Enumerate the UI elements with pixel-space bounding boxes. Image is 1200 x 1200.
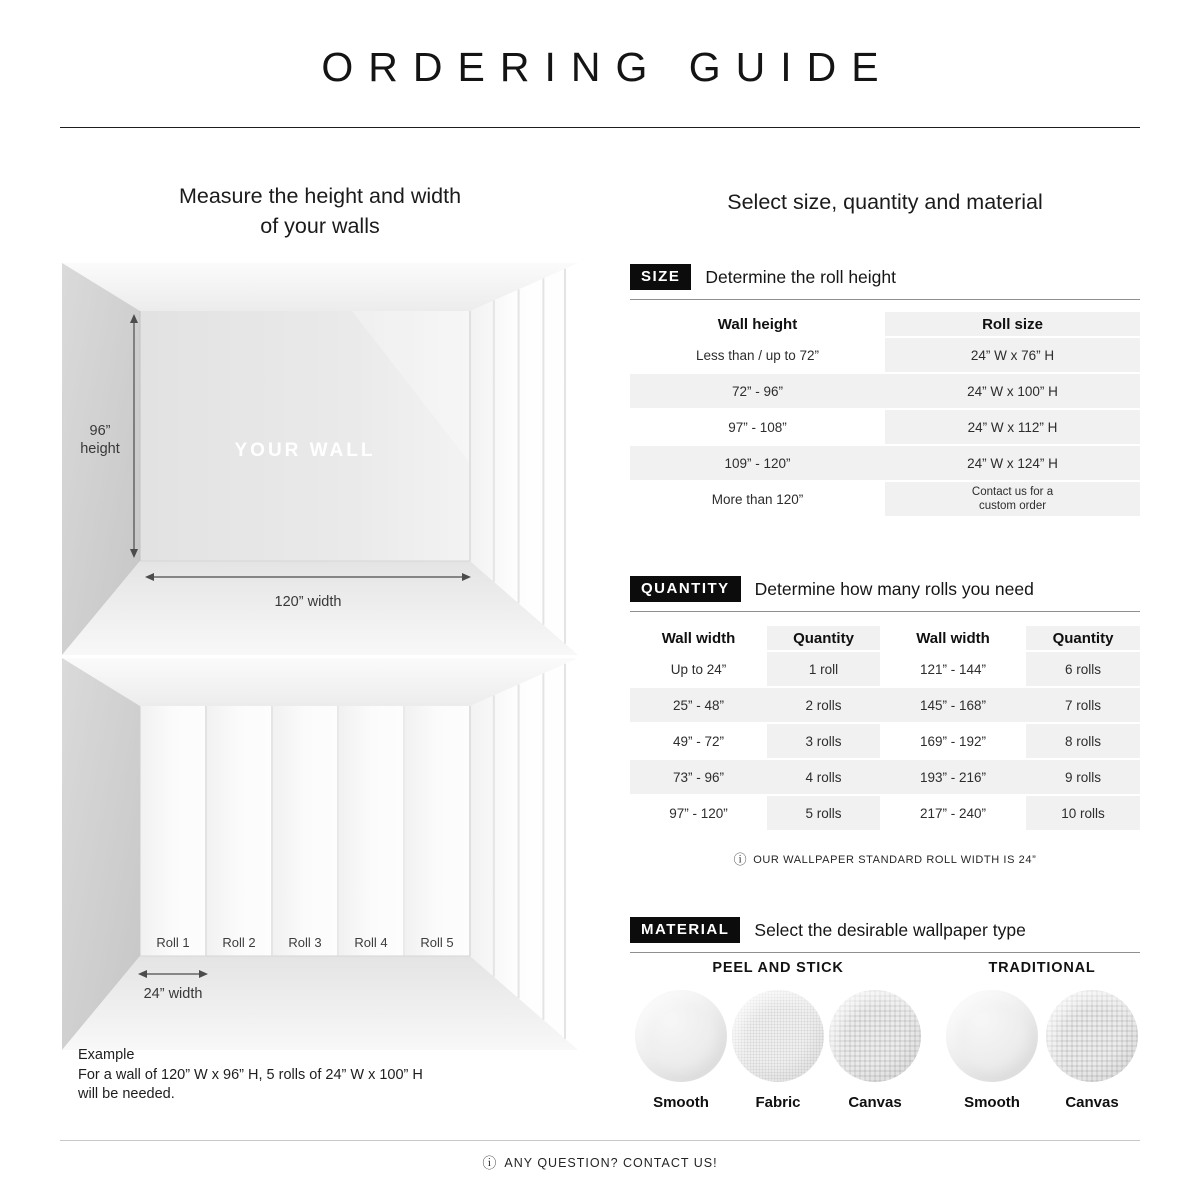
material-option-smooth <box>946 990 1038 1111</box>
wall-height-cell: More than 120” <box>630 482 885 518</box>
roll-width-note-text: OUR WALLPAPER STANDARD ROLL WIDTH IS 24” <box>753 854 1037 866</box>
measure-heading-line2: of your walls <box>260 214 380 238</box>
quantity-cell: 1 roll <box>767 652 880 688</box>
wall-width-cell: 145” - 168” <box>880 688 1026 724</box>
quantity-cell: 7 rolls <box>1026 688 1140 724</box>
quantity-cell: 6 rolls <box>1026 652 1140 688</box>
size-col-wall-height: Wall height <box>630 312 885 338</box>
material-group-traditional <box>944 960 1140 1111</box>
title-divider <box>60 127 1140 128</box>
material-subtitle: Select the desirable wallpaper type <box>754 919 1026 940</box>
your-wall-label: YOUR WALL <box>234 440 376 461</box>
quantity-cell: 2 rolls <box>767 688 880 724</box>
roll-label-3: Roll 3 <box>288 935 322 950</box>
wall-width-cell: 25” - 48” <box>630 688 767 724</box>
height-value-label: 96” <box>89 423 111 439</box>
example-line2: will be needed. <box>78 1086 175 1102</box>
height-word-label: height <box>80 441 120 457</box>
roll-label-1: Roll 1 <box>156 935 190 950</box>
wall-width-cell: 97” - 120” <box>630 796 767 832</box>
room-illustration-measure <box>62 263 578 655</box>
quantity-section-header <box>630 576 1140 612</box>
roll-panel-1 <box>141 706 205 956</box>
measure-heading-line1: Measure the height and width <box>178 184 462 208</box>
material-option-canvas <box>1046 990 1138 1111</box>
swatch-row <box>944 990 1140 1111</box>
roll-width-label: 24” width <box>143 986 203 1002</box>
swatch-row <box>630 990 926 1111</box>
info-icon: ⓘ <box>733 852 748 867</box>
quantity-table-row <box>630 688 1140 724</box>
roll-panel-2 <box>207 706 271 956</box>
quantity-table-row <box>630 652 1140 688</box>
quantity-cell: 5 rolls <box>767 796 880 832</box>
material-badge: MATERIAL <box>630 917 740 943</box>
room-measure-svg <box>62 263 578 655</box>
footer-divider <box>60 1140 1140 1141</box>
example-block <box>78 1046 568 1105</box>
roll-label-4: Roll 4 <box>354 935 388 950</box>
size-table-row <box>630 374 1140 410</box>
roll-panel-5 <box>405 706 469 956</box>
wall-height-cell: 72” - 96” <box>630 374 885 410</box>
wall-width-cell: 217” - 240” <box>880 796 1026 832</box>
quantity-table-row <box>630 724 1140 760</box>
wall-width-cell: Up to 24” <box>630 652 767 688</box>
page-title: ORDERING GUIDE <box>321 44 894 90</box>
roll-size-cell: 24” W x 124” H <box>885 446 1140 482</box>
smooth-texture-swatch <box>635 990 727 1082</box>
quantity-subtitle: Determine how many rolls you need <box>754 578 1034 599</box>
size-table-row <box>630 482 1140 518</box>
roll-width-note <box>630 849 1140 868</box>
roll-panel-4 <box>339 706 403 956</box>
roll-size-cell: 24” W x 76” H <box>885 338 1140 374</box>
quantity-table-header-row <box>630 626 1140 652</box>
roll-size-cell: 24” W x 100” H <box>885 374 1140 410</box>
info-icon: ⓘ <box>482 1155 498 1171</box>
example-line1: For a wall of 120” W x 96” H, 5 rolls of 24” W x 100” H <box>78 1066 423 1083</box>
qty-col-quantity-2: Quantity <box>1026 626 1140 652</box>
custom-order-note: Contact us for a custom order <box>971 486 1054 512</box>
material-group-title: PEEL AND STICK <box>712 960 844 976</box>
quantity-cell: 4 rolls <box>767 760 880 796</box>
qty-col-quantity-1: Quantity <box>767 626 880 652</box>
quantity-badge: QUANTITY <box>630 576 741 602</box>
quantity-table <box>630 626 1140 832</box>
material-option-fabric <box>732 990 824 1111</box>
wall-width-cell: 169” - 192” <box>880 724 1026 760</box>
swatch-label: Canvas <box>848 1094 902 1111</box>
size-badge: SIZE <box>630 264 691 290</box>
size-table-row <box>630 338 1140 374</box>
contact-us-note <box>0 1153 1200 1173</box>
select-heading: Select size, quantity and material <box>727 190 1043 214</box>
canvas-texture-swatch <box>829 990 921 1082</box>
swatch-label: Smooth <box>653 1094 709 1111</box>
room-rolls-svg <box>62 658 578 1050</box>
measure-heading <box>62 181 578 241</box>
size-table-header-row <box>630 312 1140 338</box>
quantity-cell: 10 rolls <box>1026 796 1140 832</box>
example-title: Example <box>78 1047 135 1063</box>
material-option-canvas <box>829 990 921 1111</box>
roll-size-cell <box>885 482 1140 518</box>
contact-us-text: ANY QUESTION? CONTACT US! <box>504 1156 718 1170</box>
swatch-label: Fabric <box>755 1094 801 1111</box>
wall-height-cell: Less than / up to 72” <box>630 338 885 374</box>
size-section-header <box>630 264 1140 300</box>
wall-width-cell: 73” - 96” <box>630 760 767 796</box>
wall-width-cell: 193” - 216” <box>880 760 1026 796</box>
canvas-texture-swatch <box>1046 990 1138 1082</box>
fabric-texture-swatch <box>732 990 824 1082</box>
wall-height-cell: 97” - 108” <box>630 410 885 446</box>
qty-col-wall-width-2: Wall width <box>880 626 1026 652</box>
roll-size-cell: 24” W x 112” H <box>885 410 1140 446</box>
swatch-label: Smooth <box>964 1094 1020 1111</box>
quantity-table-row <box>630 760 1140 796</box>
qty-col-wall-width-1: Wall width <box>630 626 767 652</box>
roll-label-2: Roll 2 <box>222 935 256 950</box>
swatch-label: Canvas <box>1065 1094 1119 1111</box>
material-group-peel-and-stick <box>630 960 926 1111</box>
smooth-texture-swatch <box>946 990 1038 1082</box>
wall-width-cell: 49” - 72” <box>630 724 767 760</box>
wall-height-cell: 109” - 120” <box>630 446 885 482</box>
size-table-row <box>630 446 1140 482</box>
size-table-row <box>630 410 1140 446</box>
material-section-header <box>630 917 1140 953</box>
roll-label-5: Roll 5 <box>420 935 454 950</box>
size-subtitle: Determine the roll height <box>705 266 896 287</box>
quantity-cell: 3 rolls <box>767 724 880 760</box>
room-illustration-rolls <box>62 658 578 1050</box>
material-option-smooth <box>635 990 727 1111</box>
size-table <box>630 312 1140 518</box>
size-col-roll-size: Roll size <box>885 312 1140 338</box>
quantity-cell: 8 rolls <box>1026 724 1140 760</box>
quantity-cell: 9 rolls <box>1026 760 1140 796</box>
roll-panel-3 <box>273 706 337 956</box>
quantity-table-row <box>630 796 1140 832</box>
wall-width-cell: 121” - 144” <box>880 652 1026 688</box>
material-group-title: TRADITIONAL <box>988 960 1096 976</box>
width-label: 120” width <box>274 594 342 610</box>
